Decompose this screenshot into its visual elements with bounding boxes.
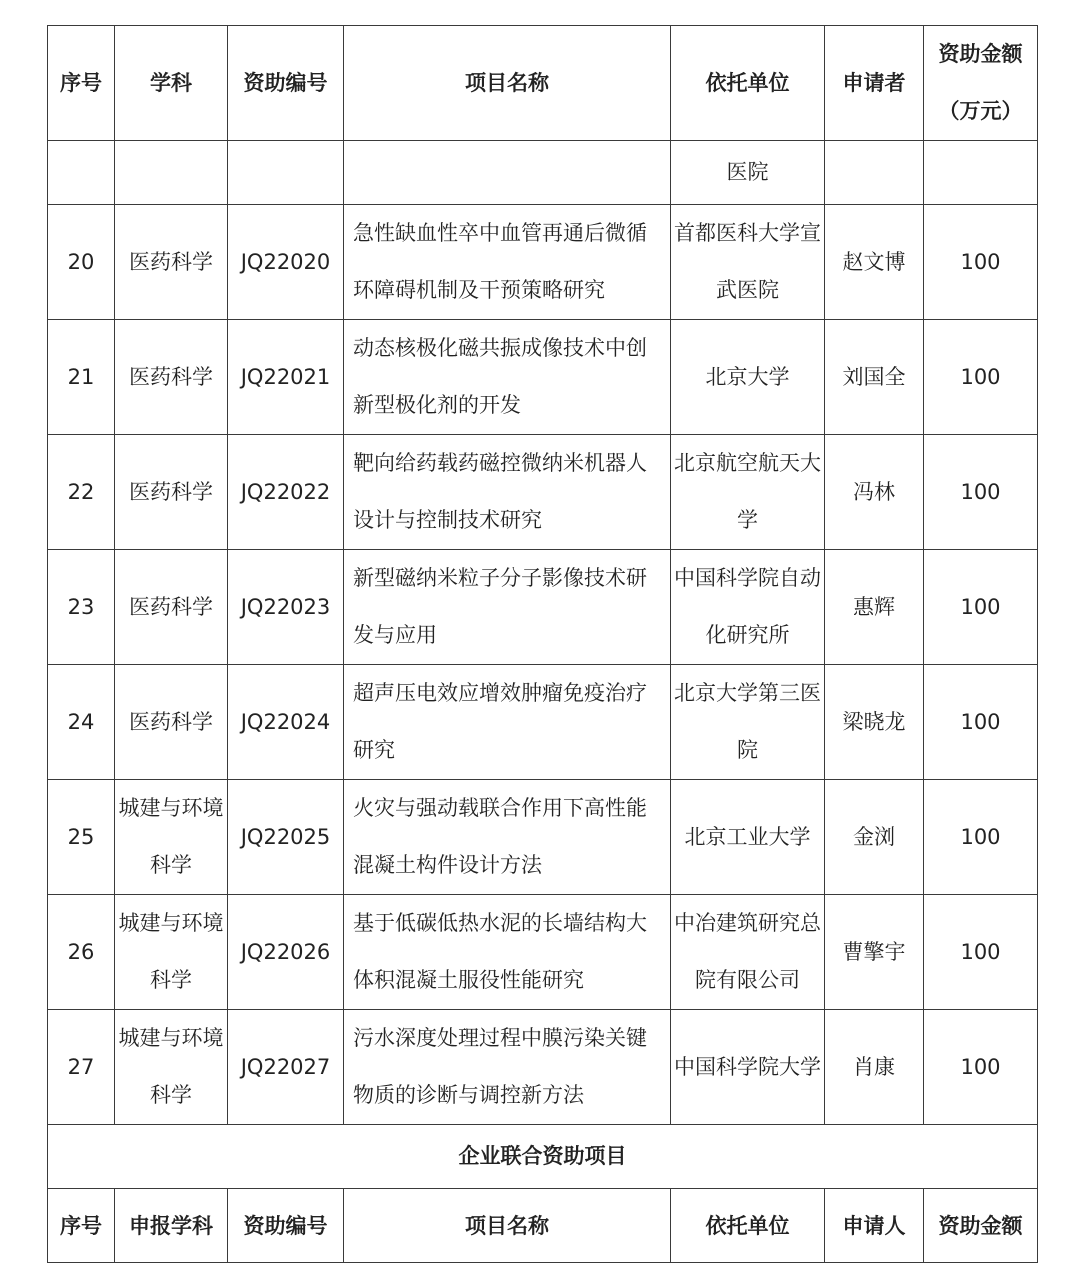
cell-amount: 100 xyxy=(924,1010,1038,1125)
cell-subject: 城建与环境科学 xyxy=(115,1010,228,1125)
section-title-row xyxy=(48,1125,1038,1189)
cell-project: 靶向给药载药磁控微纳米机器人设计与控制技术研究 xyxy=(344,435,671,550)
cell-applicant: 梁晓龙 xyxy=(825,665,924,780)
cell-applicant: 惠辉 xyxy=(825,550,924,665)
cell-code: JQ22024 xyxy=(228,665,344,780)
header-amount-line1: 资助金额 xyxy=(938,42,1023,66)
cell-institution: 首都医科大学宣武医院 xyxy=(671,205,825,320)
cell-seq: 25 xyxy=(48,780,115,895)
header-code: 资助编号 xyxy=(228,26,344,141)
table-row xyxy=(48,435,1038,550)
cell-applicant: 金浏 xyxy=(825,780,924,895)
cell-project: 火灾与强动载联合作用下高性能混凝土构件设计方法 xyxy=(344,780,671,895)
cell-applicant: 曹擎宇 xyxy=(825,895,924,1010)
cell-subject: 医药科学 xyxy=(115,435,228,550)
cell-applicant: 刘国全 xyxy=(825,320,924,435)
cell-subject: 医药科学 xyxy=(115,665,228,780)
cell-code: JQ22022 xyxy=(228,435,344,550)
header2-subject: 申报学科 xyxy=(115,1189,228,1263)
cell-subject: 城建与环境科学 xyxy=(115,895,228,1010)
continued-institution: 医院 xyxy=(671,141,825,205)
table-header-row-2 xyxy=(48,1189,1038,1263)
cell-seq: 20 xyxy=(48,205,115,320)
cell-code: JQ22027 xyxy=(228,1010,344,1125)
cell-institution: 北京大学 xyxy=(671,320,825,435)
cell-amount: 100 xyxy=(924,895,1038,1010)
cell-seq: 24 xyxy=(48,665,115,780)
cell-project: 基于低碳低热水泥的长墙结构大体积混凝土服役性能研究 xyxy=(344,895,671,1010)
cell-subject: 医药科学 xyxy=(115,320,228,435)
header-institution: 依托单位 xyxy=(671,26,825,141)
cell-institution: 中国科学院大学 xyxy=(671,1010,825,1125)
cell-code: JQ22023 xyxy=(228,550,344,665)
table-row xyxy=(48,780,1038,895)
table-row xyxy=(48,895,1038,1010)
cell-applicant: 冯林 xyxy=(825,435,924,550)
cell-institution: 中冶建筑研究总院有限公司 xyxy=(671,895,825,1010)
header-seq: 序号 xyxy=(48,26,115,141)
table-row-continued xyxy=(48,141,1038,205)
header2-amount: 资助金额 xyxy=(924,1189,1038,1263)
cell-project: 急性缺血性卒中血管再通后微循环障碍机制及干预策略研究 xyxy=(344,205,671,320)
cell-code: JQ22025 xyxy=(228,780,344,895)
cell-code: JQ22026 xyxy=(228,895,344,1010)
cell-code: JQ22021 xyxy=(228,320,344,435)
cell-code: JQ22020 xyxy=(228,205,344,320)
cell-applicant: 肖康 xyxy=(825,1010,924,1125)
cell-project: 超声压电效应增效肿瘤免疫治疗研究 xyxy=(344,665,671,780)
table-row xyxy=(48,1010,1038,1125)
table-row xyxy=(48,205,1038,320)
cell-institution: 北京航空航天大学 xyxy=(671,435,825,550)
cell-institution: 中国科学院自动化研究所 xyxy=(671,550,825,665)
table-row xyxy=(48,665,1038,780)
header2-applicant: 申请人 xyxy=(825,1189,924,1263)
header-amount-line2: （万元） xyxy=(938,99,1023,123)
cell-project: 新型磁纳米粒子分子影像技术研发与应用 xyxy=(344,550,671,665)
cell-seq: 23 xyxy=(48,550,115,665)
header2-project: 项目名称 xyxy=(344,1189,671,1263)
cell-subject: 医药科学 xyxy=(115,205,228,320)
cell-seq: 22 xyxy=(48,435,115,550)
cell-applicant: 赵文博 xyxy=(825,205,924,320)
cell-amount: 100 xyxy=(924,205,1038,320)
cell-amount: 100 xyxy=(924,550,1038,665)
cell-seq: 27 xyxy=(48,1010,115,1125)
header2-seq: 序号 xyxy=(48,1189,115,1263)
cell-subject: 医药科学 xyxy=(115,550,228,665)
cell-project: 污水深度处理过程中膜污染关键物质的诊断与调控新方法 xyxy=(344,1010,671,1125)
cell-subject: 城建与环境科学 xyxy=(115,780,228,895)
header2-code: 资助编号 xyxy=(228,1189,344,1263)
cell-amount: 100 xyxy=(924,665,1038,780)
table-header-row xyxy=(48,26,1038,141)
section-title: 企业联合资助项目 xyxy=(48,1125,1038,1189)
cell-project: 动态核极化磁共振成像技术中创新型极化剂的开发 xyxy=(344,320,671,435)
header-applicant: 申请者 xyxy=(825,26,924,141)
header-subject: 学科 xyxy=(115,26,228,141)
header-amount xyxy=(924,26,1038,141)
cell-institution: 北京工业大学 xyxy=(671,780,825,895)
cell-institution: 北京大学第三医院 xyxy=(671,665,825,780)
cell-seq: 26 xyxy=(48,895,115,1010)
table-row xyxy=(48,320,1038,435)
table-row xyxy=(48,550,1038,665)
header-project: 项目名称 xyxy=(344,26,671,141)
header2-institution: 依托单位 xyxy=(671,1189,825,1263)
cell-seq: 21 xyxy=(48,320,115,435)
funding-table xyxy=(47,25,1038,1263)
cell-amount: 100 xyxy=(924,320,1038,435)
cell-amount: 100 xyxy=(924,780,1038,895)
cell-amount: 100 xyxy=(924,435,1038,550)
